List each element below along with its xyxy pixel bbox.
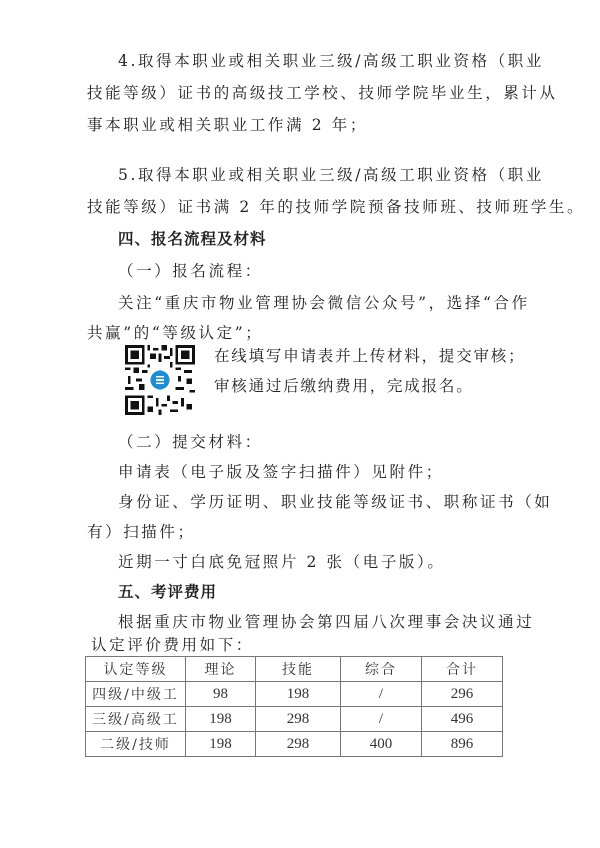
- header-cell-level: 认定等级: [86, 657, 186, 682]
- qr-code-icon: [125, 345, 195, 415]
- fee-table: [85, 656, 503, 757]
- item4-line2: 技能等级）证书的高级技工学校、技师学院毕业生，累计从: [87, 84, 558, 102]
- cell-comprehensive: /: [341, 682, 422, 707]
- cell-comprehensive: 400: [341, 732, 422, 757]
- cell-level: 三级/高级工: [86, 707, 186, 732]
- header-cell-comprehensive: 综合: [341, 657, 422, 682]
- cell-comprehensive: /: [341, 707, 422, 732]
- qr-text-line2: 审核通过后缴纳费用，完成报名。: [214, 377, 474, 395]
- section4-heading: 四、报名流程及材料: [118, 230, 267, 248]
- cell-total: 496: [422, 707, 503, 732]
- table-row: [86, 682, 503, 707]
- material3: 近期一寸白底免冠照片 2 张（电子版）。: [118, 553, 446, 571]
- cell-theory: 198: [186, 732, 256, 757]
- section5-heading: 五、考评费用: [118, 583, 218, 601]
- section5-intro-line2: 认定评价费用如下：: [91, 636, 254, 654]
- table-header-row: [86, 657, 503, 682]
- table-row: [86, 732, 503, 757]
- header-cell-skill: 技能: [256, 657, 341, 682]
- cell-skill: 298: [256, 707, 341, 732]
- qr-text-line1: 在线填写申请表并上传材料，提交审核；: [214, 347, 526, 365]
- item5-line1: 5.取得本职业或相关职业三级/高级工职业资格（职业: [118, 166, 545, 184]
- follow-line1: 关注“重庆市物业管理协会微信公众号”，选择“合作: [118, 294, 530, 312]
- material2-line1: 身份证、学历证明、职业技能等级证书、职称证书（如: [118, 493, 553, 511]
- item5-line2: 技能等级）证书满 2 年的技师学院预备技师班、技师班学生。: [87, 198, 586, 216]
- section4-sub2: （二）提交材料：: [118, 433, 263, 451]
- header-cell-theory: 理论: [186, 657, 256, 682]
- material1: 申请表（电子版及签字扫描件）见附件；: [118, 463, 444, 481]
- cell-theory: 98: [186, 682, 256, 707]
- cell-theory: 198: [186, 707, 256, 732]
- cell-level: 二级/技师: [86, 732, 186, 757]
- header-cell-total: 合计: [422, 657, 503, 682]
- material2-line2: 有）扫描件；: [87, 523, 196, 541]
- cell-skill: 298: [256, 732, 341, 757]
- item4-line3: 事本职业或相关职业工作满 2 年；: [87, 116, 368, 134]
- table-row: [86, 707, 503, 732]
- cell-total: 896: [422, 732, 503, 757]
- cell-total: 296: [422, 682, 503, 707]
- section5-intro-line1: 根据重庆市物业管理协会第四届八次理事会决议通过: [118, 613, 535, 631]
- follow-line2: 共赢”的“等级认定”；: [87, 324, 264, 342]
- cell-level: 四级/中级工: [86, 682, 186, 707]
- cell-skill: 198: [256, 682, 341, 707]
- section4-sub1: （一）报名流程：: [118, 262, 263, 280]
- item4-line1: 4.取得本职业或相关职业三级/高级工职业资格（职业: [118, 52, 545, 70]
